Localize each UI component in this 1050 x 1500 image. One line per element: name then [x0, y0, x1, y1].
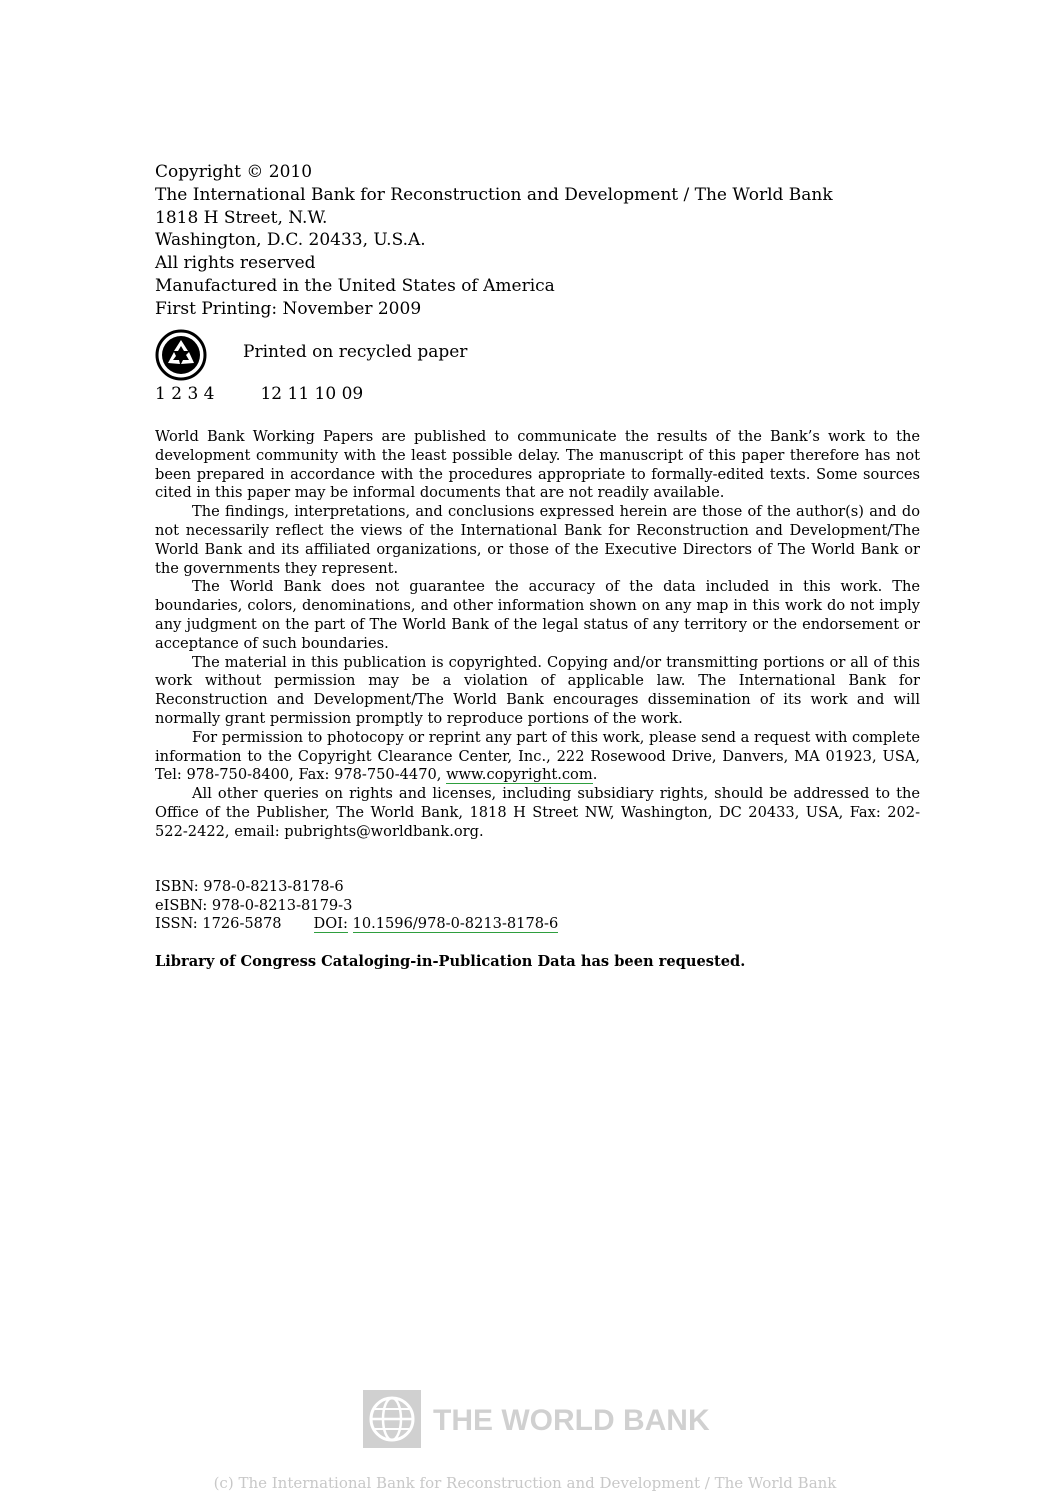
copyright-imprint [155, 161, 935, 321]
first-printing: First Printing: November 2009 [155, 298, 422, 319]
copyright-line: Copyright © 2010 [155, 162, 313, 182]
manufactured-line: Manufactured in the United States of America [155, 275, 555, 296]
doi-label-link[interactable]: DOI: [313, 915, 348, 933]
eisbn: eISBN: 978-0-8213-8179-3 [155, 896, 353, 914]
impression-numbers: 1 2 3 4 [155, 384, 215, 404]
paragraph-other-queries: All other queries on rights and licenses, including subsidiary rights, should be addressed to the Office of the Publisher, The World Bank, 1818 H Street NW, Washington, DC 20433, USA, Fax: 202-522-2422, email: pubrights@worldbank.org. [155, 785, 920, 840]
city-address: Washington, D.C. 20433, U.S.A. [155, 230, 426, 251]
world-bank-globe-icon [363, 1390, 421, 1448]
copyright-link[interactable]: www.copyright.com [446, 766, 593, 784]
permissions-text: For permission to photocopy or reprint any part of this work, please send a request with complete information to the Copyright Clearance Center, Inc., 222 Rosewood Drive, Danvers, MA 01923, USA, Tel: 978-750-8400, Fax: 978-750-4470, [155, 728, 920, 784]
disclaimer-text [155, 428, 920, 842]
permissions-end: . [592, 766, 598, 784]
issn: ISSN: 1726-5878 [155, 915, 282, 933]
paragraph-data-accuracy: The World Bank does not guarantee the accuracy of the data included in this work. The boundaries, colors, denominations, and other information shown on any map in this work do not imply any judgment on the part of The World Bank of the legal status of any territory or the endorsement or acceptance of such boundaries. [155, 578, 920, 652]
printing-years: 12 11 10 09 [260, 384, 364, 404]
recycled-paper-text: Printed on recycled paper [243, 342, 468, 362]
watermark-text: THE WORLD BANK [433, 1404, 710, 1437]
rights-reserved: All rights reserved [155, 253, 316, 274]
paragraph-copyrighted: The material in this publication is copyrighted. Copying and/or transmitting portions or all of this work without permission may be a violation of applicable law. The International Bank for Reconstruction and Development/The World Bank encourages dissemination of its work and will normally grant permission promptly to reproduce portions of the work. [155, 653, 920, 727]
recycled-paper-row [155, 329, 655, 379]
paragraph-working-papers: World Bank Working Papers are published to communicate the results of the Bank’s work to the development community with the least possible delay. The manuscript of this paper therefore has not been prepared in accordance with the procedures appropriate to formally-edited texts. Some sources cited in this paper may be informal documents that are not readily available. [155, 428, 920, 502]
street-address: 1818 H Street, N.W. [155, 207, 328, 228]
paragraph-findings: The findings, interpretations, and conclusions expressed herein are those of the author(s) and do not necessarily reflect the views of the International Bank for Reconstruction and Development/The World Bank and its affiliated organizations, or those of the Executive Directors of The World Bank or the governments they represent. [155, 503, 920, 577]
doi-link[interactable]: 10.1596/978-0-8213-8178-6 [352, 915, 559, 933]
issn-doi-line [155, 915, 558, 934]
isbn: ISBN: 978-0-8213-8178-6 [155, 878, 344, 895]
identifiers-block [155, 878, 558, 934]
publisher-name: The International Bank for Reconstruction and Development / The World Bank [155, 184, 833, 205]
recycle-icon [155, 329, 207, 381]
world-bank-watermark [363, 1390, 710, 1450]
print-line-numbers [155, 384, 363, 404]
footer-copyright-note: (c) The International Bank for Reconstruction and Development / The World Bank [213, 1474, 837, 1492]
cataloging-note: Library of Congress Cataloging-in-Publication Data has been requested. [155, 953, 746, 970]
paragraph-permissions [155, 729, 920, 785]
